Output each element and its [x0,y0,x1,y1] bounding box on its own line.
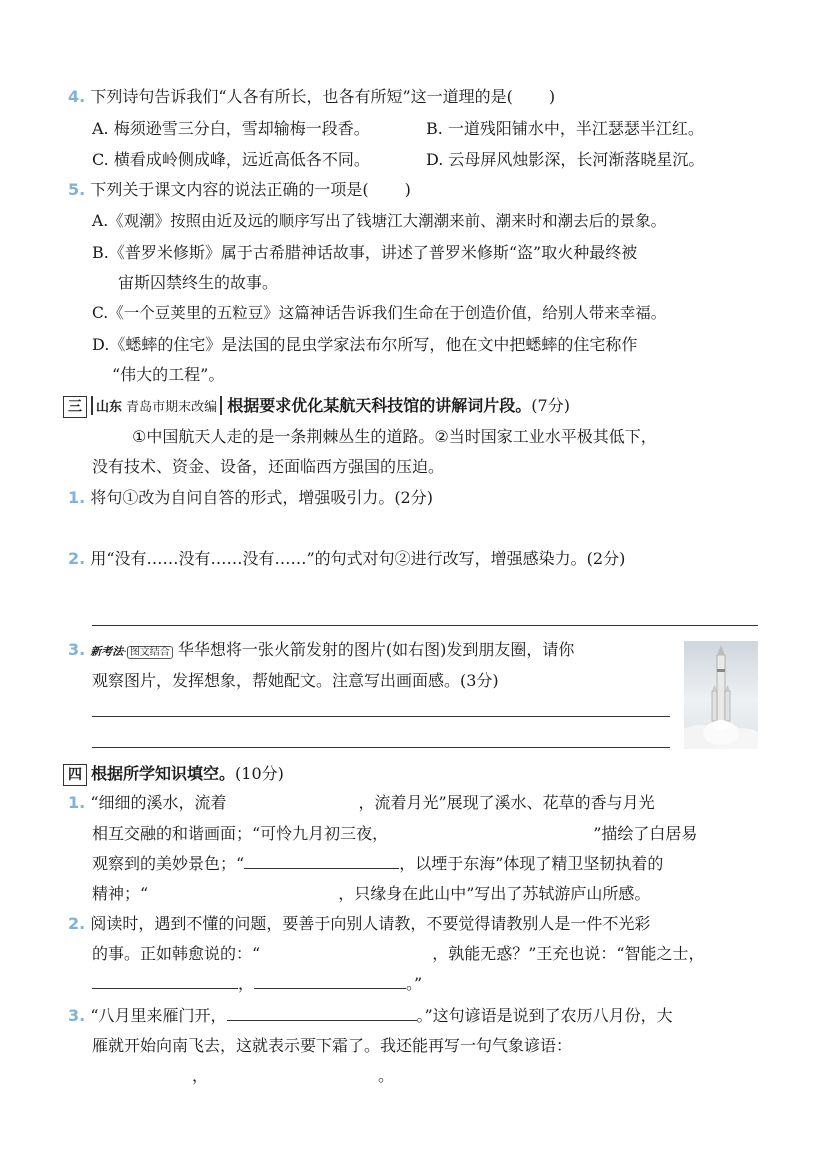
q5-close-paren: ) [404,180,411,199]
section-4-q3-number: 3. [68,1006,86,1025]
section-3-q1-number: 1. [68,488,86,507]
section-3-q2 [68,546,625,569]
q4-option-c: C. 横看成岭侧成峰，远近高低各不同。 [92,150,370,169]
section-3-title: 根据要求优化某航天科技馆的讲解词片段。 [227,396,532,415]
section-3-q3-line1 [68,637,574,660]
section-3-number-box: 三 [63,396,87,418]
section-4-q1-part-e: 观察到的美妙景色；“ [92,854,245,873]
section-4-q2-blank-3[interactable] [254,974,406,989]
section-3-source-tag [91,396,222,415]
section-4-q2-line3 [92,971,422,994]
section-4-q2-blank-2[interactable] [92,974,238,989]
section-3-q1 [68,485,433,508]
section-4-q3-part-a: “八月里来雁门开， [90,1006,227,1025]
q4-close-paren: ) [548,87,556,106]
section-4-q1-part-b: ，流着月光”展现了溪水、花草的香与月光 [358,793,655,812]
q5-option-b-line2: 宙斯囚禁终生的故事。 [118,273,279,292]
section-4-q2-line1 [68,911,650,934]
new-exam-badge: 新考法· 图文结合 [90,643,173,659]
section-4-q3-blank-1[interactable] [227,1006,417,1021]
section-3-region: 山东 [96,400,123,415]
q4-option-b: B. 一道残阳铺水中，半江瑟瑟半江红。 [426,119,704,138]
q5-stem: 下列关于课文内容的说法正确的一项是( [90,180,369,199]
section-3-q3-number: 3. [68,640,86,659]
q4-stem: 下列诗句告诉我们“人各有所长，也各有所短”这一道理的是( [90,87,513,106]
section-4-q1-line3 [92,851,663,874]
section-4-q1-part-d: ”描绘了白居易 [593,824,698,843]
q5-option-d-line1: D.《蟋蟀的住宅》是法国的昆虫学家法布尔所写，他在文中把蟋蟀的住宅称作 [92,335,638,354]
section-3-q2-text: 用“没有……没有……没有……”的句式对句②进行改写，增强感染力。(2分) [90,549,626,568]
section-3-q1-text: 将句①改为自问自答的形式，增强吸引力。(2分) [90,488,433,507]
section-4-q1-line4 [92,881,650,904]
section-4-q3-part-e: 。 [378,1066,395,1085]
section-3-q3-text-line2: 观察图片，发挥想象，帮她配文。注意写出画面感。(3分) [92,671,499,690]
rocket-icon [684,641,758,749]
section-4-q1-part-f: ，以堙于东海”体现了精卫坚韧执着的 [399,854,664,873]
section-4-q2-part-e: 。” [406,974,423,993]
section-4-q1-part-h: ，只缘身在此山中”写出了苏轼游庐山所感。 [338,884,651,903]
section-4-q1-part-g: 精神；“ [92,884,149,903]
image-text-badge-label: 图文结合 [127,646,173,659]
section-3-q3-answer-line1[interactable] [92,716,670,717]
section-4-q2-part-d: ， [238,974,255,993]
section-3-passage-line1: ①中国航天人走的是一条荆棘丛生的道路。②当时国家工业水平极其低下， [132,427,657,446]
section-3-q3-text-line1: 华华想将一张火箭发射的图片(如右图)发到朋友圈，请你 [177,640,575,659]
section-4-q2-part-a: 阅读时，遇到不懂的问题，要善于向别人请教，不要觉得请教别人是一件不光彩 [90,914,651,933]
section-4-q1-number: 1. [68,793,86,812]
section-4-q1-line2 [92,821,697,844]
q4-option-a: A. 梅须逊雪三分白，雪却输梅一段香。 [92,119,370,138]
section-4-q2-part-c: ，孰能无惑？”王充也说：“智能之士， [432,944,705,963]
section-3-q2-answer-line[interactable] [92,625,758,626]
new-exam-badge-label: 新考法 [90,645,124,658]
section-4-q3-part-d: ， [192,1066,209,1085]
section-4-q3-line2: 雁就开始向南飞去，这就表示要下霜了。我还能再写一句气象谚语： [92,1036,573,1055]
section-4-title: 根据所学知识填空。 [91,764,236,783]
section-4-q1-blank-3[interactable] [244,854,399,869]
section-4-q1-part-c: 相互交融的和谐画面；“可怜九月初三夜， [92,824,389,843]
section-4-q1-part-a: “细细的溪水，流着 [90,793,227,812]
section-4-q3-part-b: 。”这句谚语是说到了农历八月份，大 [416,1006,673,1025]
section-3-source: 青岛市期末改编 [126,400,218,415]
section-4-q3-line1 [68,1003,673,1026]
q5-option-c: C.《一个豆荚里的五粒豆》这篇神话告诉我们生命在于创造价值，给别人带来幸福。 [92,304,667,322]
rocket-launch-image [684,641,758,749]
section-3-passage-line2: 没有技术、资金、设备，还面临西方强国的压迫。 [92,457,445,476]
q5-number: 5. [68,180,86,199]
section-4-score: (10分) [235,764,284,783]
q5-option-d-line2: “伟大的工程”。 [112,365,225,384]
q5-option-b-line1: B.《普罗米修斯》属于古希腊神话故事，讲述了普罗米修斯“盗”取火种最终被 [92,243,638,262]
section-3-q2-number: 2. [68,549,86,568]
q4-number: 4. [68,87,86,106]
section-4-q1-line1 [68,790,655,813]
section-4-q3-line3 [92,1063,394,1086]
section-3-score: (7分) [531,396,570,415]
section-4-q2-number: 2. [68,914,86,933]
q5-option-a: A.《观潮》按照由近及远的顺序写出了钱塘江大潮潮来前、潮来时和潮去后的景象。 [92,212,667,230]
q5-stem-line [68,177,411,200]
q4-stem-line [68,84,555,107]
section-4-q2-part-b: 的事。正如韩愈说的：“ [92,944,261,963]
section-4-q2-line2 [92,941,705,964]
q4-option-d: D. 云母屏风烛影深，长河渐落晓星沉。 [426,150,705,169]
section-4-header [63,761,284,786]
section-3-header [63,393,570,418]
section-4-number-box: 四 [63,764,87,786]
section-3-q3-answer-line2[interactable] [92,747,670,748]
